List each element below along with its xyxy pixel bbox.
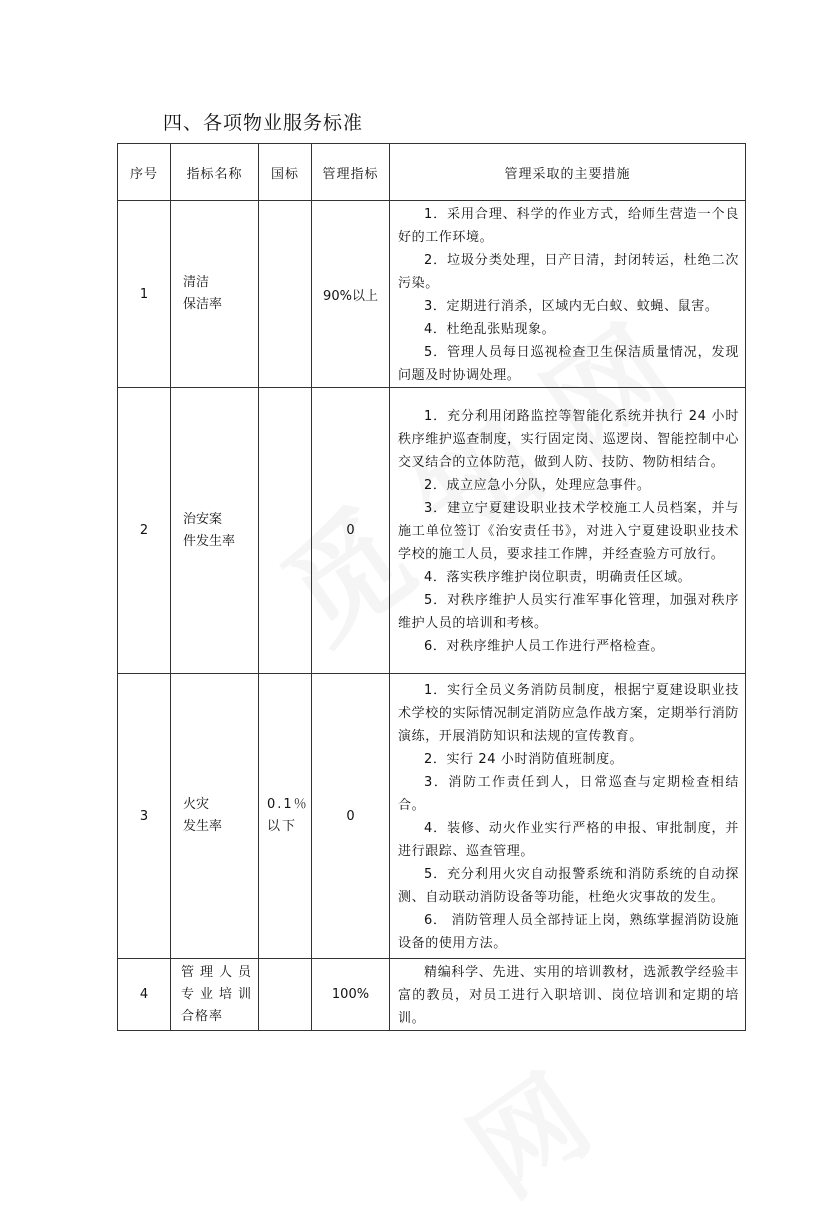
indicator-name-line: 管理人员 xyxy=(181,964,258,980)
indicator-name-line: 火灾 xyxy=(183,797,210,812)
indicator-name-line: 件发生率 xyxy=(183,533,236,549)
header-management-target: 管理指标 xyxy=(312,144,390,201)
indicator-name xyxy=(171,959,259,1031)
measure-item: 1．充分利用闭路监控等智能化系统并执行 24 小时秩序维护巡查制度，实行固定岗、巡逻岗、智能控制中心交叉结合的立体防范，做到人防、技防、物防相结合。 xyxy=(398,409,739,470)
indicator-name-line: 发生率 xyxy=(183,819,223,834)
row-number: 3 xyxy=(118,674,171,959)
measure-item: 4．落实秩序维护岗位职责，明确责任区域。 xyxy=(424,570,692,585)
management-target: 90%以上 xyxy=(312,201,390,388)
measures-cell xyxy=(390,959,746,1031)
section-title: 四、各项物业服务标准 xyxy=(163,112,364,134)
table-row xyxy=(118,959,746,1031)
measure-item: 6．对秩序维护人员工作进行严格检查。 xyxy=(424,639,665,654)
table-header-row xyxy=(118,144,746,201)
header-main-measures: 管理采取的主要措施 xyxy=(390,144,746,201)
measures-cell xyxy=(390,388,746,674)
header-national-standard: 国标 xyxy=(259,144,312,201)
national-standard xyxy=(259,959,312,1031)
measure-item: 3．定期进行消杀，区域内无白蚁、蚊蝇、鼠害。 xyxy=(424,299,719,314)
indicator-name-line: 专业培训 xyxy=(181,986,258,1002)
measure-item: 5．充分利用火灾自动报警系统和消防系统的自动探测、自动联动消防设备等功能，杜绝火灾事故的发生。 xyxy=(398,867,739,905)
indicator-name-line: 保洁率 xyxy=(183,297,223,312)
row-number: 2 xyxy=(118,388,171,674)
indicator-name-line: 治安案 xyxy=(183,511,223,527)
measure-item: 1．采用合理、科学的作业方式，给师生营造一个良好的工作环境。 xyxy=(398,207,739,245)
indicator-name xyxy=(171,201,259,388)
national-standard xyxy=(259,674,312,959)
measure-item: 3．消防工作责任到人，日常巡查与定期检查相结合。 xyxy=(398,775,739,813)
measure-item: 5．管理人员每日巡视检查卫生保洁质量情况，发现问题及时协调处理。 xyxy=(398,345,739,383)
header-no: 序号 xyxy=(118,144,171,201)
indicator-name xyxy=(171,674,259,959)
measures-cell xyxy=(390,674,746,959)
header-indicator-name: 指标名称 xyxy=(171,144,259,201)
measure-item: 4．装修、动火作业实行严格的申报、审批制度，并进行跟踪、巡查管理。 xyxy=(398,821,739,859)
measure-item: 2．实行 24 小时消防值班制度。 xyxy=(424,752,624,767)
measure-item: 6． 消防管理人员全部持证上岗，熟练掌握消防设施设备的使用方法。 xyxy=(398,913,739,951)
national-standard-line: 以下 xyxy=(267,819,298,834)
indicator-name xyxy=(171,388,259,674)
measure-item: 精编科学、先进、实用的培训教材，选派教学经验丰富的教员，对员工进行入职培训、岗位培训和定期的培训。 xyxy=(398,965,739,1026)
measure-item: 2．成立应急小分队，处理应急事件。 xyxy=(424,478,651,493)
indicator-name-line: 清洁 xyxy=(183,275,210,290)
measure-item: 5．对秩序维护人员实行准军事化管理，加强对秩序维护人员的培训和考核。 xyxy=(398,593,739,631)
row-number: 1 xyxy=(118,201,171,388)
measures-cell xyxy=(390,201,746,388)
management-target: 100% xyxy=(312,959,390,1031)
table-row xyxy=(118,201,746,388)
measure-item: 3．建立宁夏建设职业技术学校施工人员档案，并与施工单位签订《治安责任书》，对进入宁夏建设职业技术学校的施工人员，要求挂工作牌，并经查验方可放行。 xyxy=(398,501,739,562)
national-standard xyxy=(259,388,312,674)
indicator-name-line: 合格率 xyxy=(181,1008,224,1024)
service-standards-table xyxy=(117,143,746,1031)
measure-item: 4．杜绝乱张贴现象。 xyxy=(424,322,556,337)
watermark-bottom xyxy=(435,1033,616,1225)
table-row xyxy=(118,388,746,674)
measure-item: 1．实行全员义务消防员制度，根据宁夏建设职业技术学校的实际情况制定消防应急作战方案，定期举行消防演练，开展消防知识和法规的宣传教育。 xyxy=(398,683,739,744)
row-number: 4 xyxy=(118,959,171,1031)
management-target: 0 xyxy=(312,388,390,674)
national-standard xyxy=(259,201,312,388)
measure-item: 2．垃圾分类处理，日产日清，封闭转运，杜绝二次污染。 xyxy=(398,253,739,291)
national-standard-line: 0.1％ xyxy=(267,797,309,812)
table-row xyxy=(118,674,746,959)
management-target: 0 xyxy=(312,674,390,959)
